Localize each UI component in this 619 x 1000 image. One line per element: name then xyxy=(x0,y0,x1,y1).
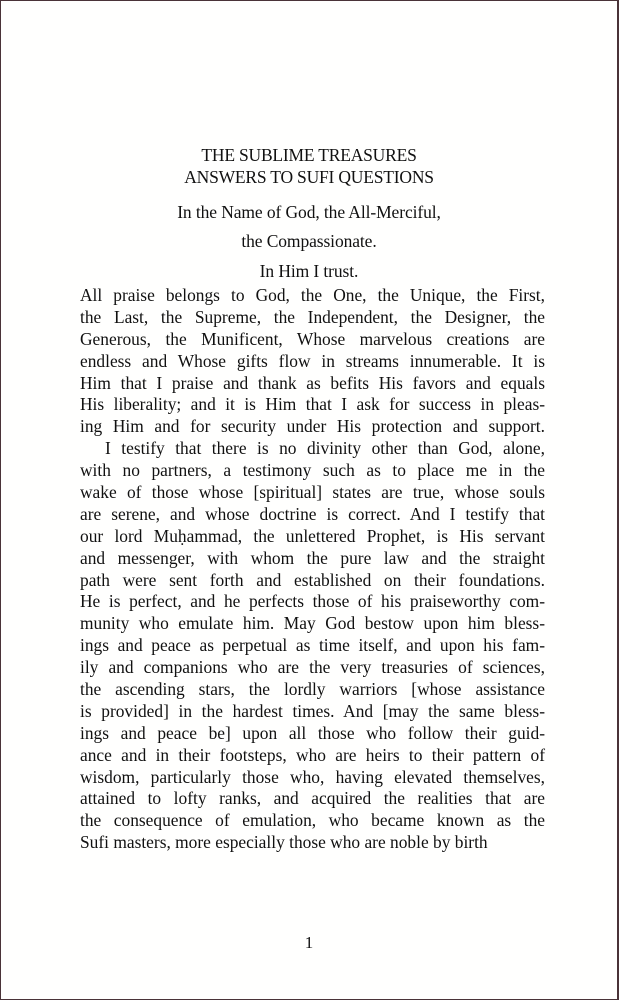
text-line: our lord Muḥammad, the unlettered Prophet, is His servant xyxy=(80,525,545,546)
text-line: munity who emulate him. May God bestow upon him bless- xyxy=(80,613,545,634)
paragraph-2 xyxy=(80,438,545,854)
text-line: Generous, the Munificent, Whose marvelous creations are xyxy=(80,328,545,349)
invocation-line-3: In Him I trust. xyxy=(259,261,359,281)
text-line: the consequence of emulation, who became known as the xyxy=(80,810,545,831)
text-line: path were sent forth and established on their foundations. xyxy=(80,569,545,590)
text-line: ings and peace be] upon all those who follow their guid- xyxy=(80,722,545,743)
title-line-1: THE SUBLIME TREASURES xyxy=(201,145,417,165)
text-line: Him that I praise and thank as befits His favors and equals xyxy=(80,372,545,393)
text-line: I testify that there is no divinity other than God, alone, xyxy=(105,438,545,459)
text-line: the ascending stars, the lordly warriors [whose assistance xyxy=(80,679,545,700)
text-line: ings and peace as perpetual as time itself, and upon his fam- xyxy=(80,635,545,656)
text-line: ance and in their footsteps, who are heirs to their pattern of xyxy=(80,744,545,765)
text-line: with no partners, a testimony such as to place me in the xyxy=(80,460,545,481)
text-line: ing Him and for security under His protection and support. xyxy=(80,416,545,437)
text-line: and messenger, with whom the pure law and the straight xyxy=(80,547,545,568)
title-line-2: ANSWERS TO SUFI QUESTIONS xyxy=(184,167,434,187)
text-line: His liberality; and it is Him that I ask for success in pleas- xyxy=(80,394,545,415)
body-text xyxy=(80,285,545,854)
text-line: attained to lofty ranks, and acquired the realities that are xyxy=(80,788,545,809)
text-line: Sufi masters, more especially those who are noble by birth xyxy=(80,832,488,853)
text-line: He is perfect, and he perfects those of his praiseworthy com- xyxy=(80,591,545,612)
invocation-line-2: the Compassionate. xyxy=(241,231,377,251)
text-line: wake of those whose [spiritual] states are true, whose souls xyxy=(80,482,545,503)
chapter-title xyxy=(1,144,617,188)
text-line: All praise belongs to God, the One, the Unique, the First, xyxy=(80,285,545,305)
page-number: 1 xyxy=(304,933,314,952)
text-line: ily and companions who are the very treasuries of sciences, xyxy=(80,657,545,678)
paragraph-1 xyxy=(80,285,545,438)
text-line: wisdom, particularly those who, having elevated themselves, xyxy=(80,766,545,787)
text-line: endless and Whose gifts flow in streams innumerable. It is xyxy=(80,350,545,371)
invocation-line-1: In the Name of God, the All-Merciful, xyxy=(177,202,441,222)
text-line: the Last, the Supreme, the Independent, the Designer, the xyxy=(80,306,545,327)
text-line: are serene, and whose doctrine is correct. And I testify that xyxy=(80,503,545,524)
text-line: is provided] in the hardest times. And [may the same bless- xyxy=(80,700,545,721)
